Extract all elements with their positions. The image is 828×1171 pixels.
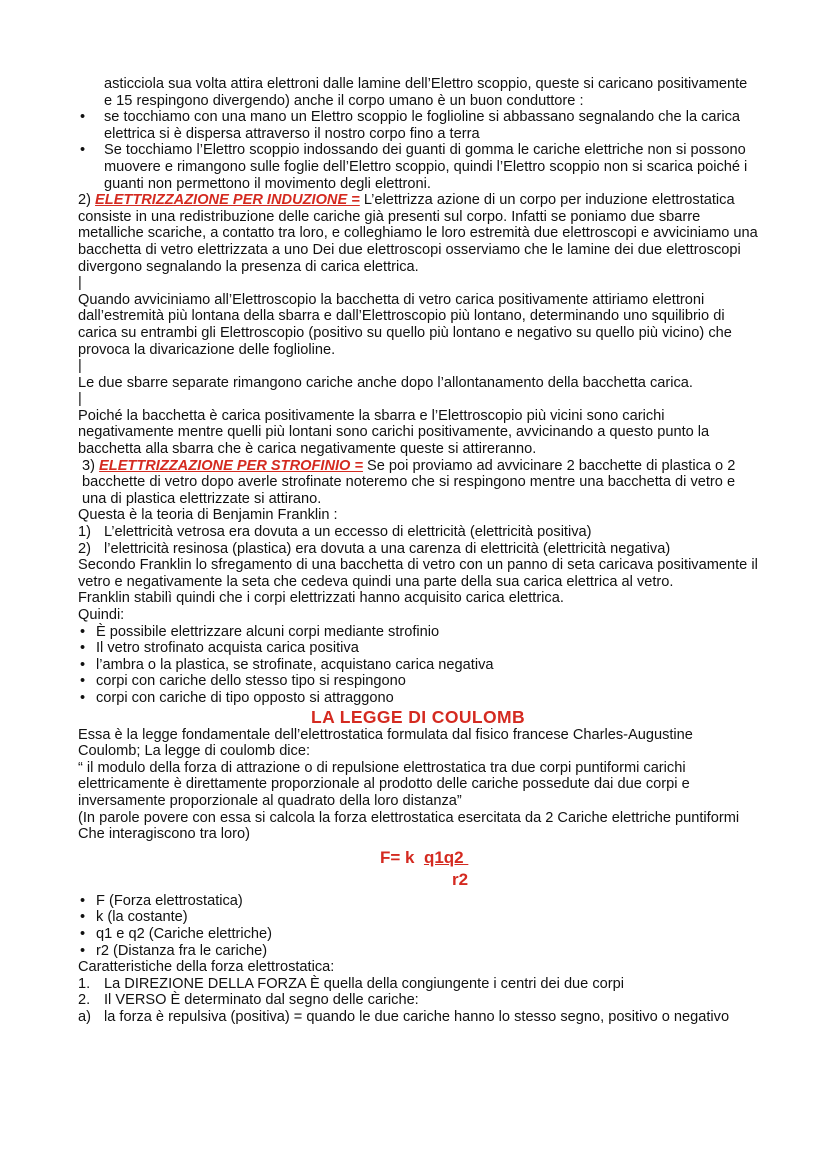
paragraph: Essa è la legge fondamentale dell’elettrostatica formulata dal fisico francese Charles-Augustine Coulomb; La legge di coulomb dice: bbox=[78, 726, 693, 760]
formula-left: F= k bbox=[380, 847, 424, 867]
bullet-marker: • bbox=[80, 109, 86, 126]
formula-numerator: q1q2 bbox=[423, 847, 469, 867]
list-item-text: L’elettricità vetrosa era dovuta a un eccesso di elettricità (elettricità positiva) bbox=[104, 524, 592, 541]
list-item bbox=[78, 142, 758, 192]
list-item-text: F (Forza elettrostatica) bbox=[96, 892, 243, 909]
paragraph: Quando avviciniamo all’Elettroscopio la bacchetta di vetro carica positivamente attiriamo elettroni dall’estremità più lontana della sbarra e dall’Elettroscopio più lontano, determinando uno squilibrio di carica su entrambi gli Elettroscopio (positivo su quello più lontano e negativo su quello più vicino) che provoca la divaricazione delle foglioline. bbox=[78, 291, 732, 358]
bullet-marker: • bbox=[80, 640, 86, 657]
list-item bbox=[78, 943, 758, 960]
section-induzione bbox=[78, 192, 758, 275]
section-heading-induzione: ELETTRIZZAZIONE PER INDUZIONE = bbox=[95, 192, 360, 209]
paragraph: Poiché la bacchetta è carica positivamente la sbarra e l’Elettroscopio più vicini sono carichi negativamente mentre quelli più lontani sono carichi positivamente, avvicinando a questo punto la bacchetta alla sbarra che è carica negativamente queste si attireranno. bbox=[78, 407, 710, 458]
law-quote: “ il modulo della forza di attrazione o di repulsione elettrostatica tra due corpi puntiformi carichi elettricamente è direttamente proporzionale al prodotto delle cariche possedute dai due corpi e inversamente proporzionale al quadrato della loro distanza” bbox=[78, 759, 690, 809]
list-item-text: Il VERSO È determinato dal segno delle cariche: bbox=[104, 992, 419, 1009]
section-number: 3) bbox=[82, 457, 95, 474]
list-item bbox=[78, 976, 758, 993]
list-item bbox=[78, 541, 758, 558]
document-page bbox=[78, 76, 758, 1025]
list-number: 2. bbox=[78, 992, 91, 1009]
formula-numerator-line bbox=[380, 847, 468, 869]
section-title-coulomb: LA LEGGE DI COULOMB bbox=[310, 706, 526, 727]
list-item bbox=[78, 657, 758, 674]
list-item bbox=[78, 992, 758, 1009]
paragraph-separator: | bbox=[78, 391, 82, 408]
list-item-text: se tocchiamo con una mano un Elettro scoppio le foglioline si abbassano segnalando che la carica elettrica si è dispersa attraverso il nostro corpo fino a terra bbox=[104, 109, 741, 142]
paragraph: Secondo Franklin lo sfregamento di una bacchetta di vetro con un panno di seta caricava positivamente il vetro e negativamente la seta che cedeva quindi una parte della sua carica elettrica al vetro. bbox=[78, 557, 758, 590]
section-number: 2) bbox=[78, 192, 91, 209]
list-item bbox=[78, 690, 758, 707]
list-item-text: r2 (Distanza fra le cariche) bbox=[96, 942, 268, 959]
list-item bbox=[78, 109, 758, 142]
paragraph: Caratteristiche della forza elettrostatica: bbox=[78, 959, 335, 976]
formula-denominator: r2 bbox=[452, 869, 469, 889]
bullet-marker: • bbox=[80, 689, 86, 706]
list-item-text: l’elettricità resinosa (plastica) era dovuta a una carenza di elettricità (elettricità negativa) bbox=[104, 540, 671, 557]
list-number: 2) bbox=[78, 540, 91, 557]
paragraph: Questa è la teoria di Benjamin Franklin : bbox=[78, 507, 338, 524]
intro-continuation: asticciola sua volta attira elettroni dalle lamine dell’Elettro scoppio, queste si caricano positivamente e 15 respingono divergendo) anche il corpo umano è un buon conduttore : bbox=[104, 76, 748, 109]
section-text: Se poi proviamo ad avvicinare 2 bacchette di plastica o 2 bacchette di vetro dopo averle strofinate noteremo che si respingono mentre una bacchetta di vetro e una di plastica elettrizzate si attirano. bbox=[82, 457, 736, 507]
list-item-text: l’ambra o la plastica, se strofinate, acquistano carica negativa bbox=[96, 656, 494, 673]
list-item-text: La DIREZIONE DELLA FORZA È quella della congiungente i centri dei due corpi bbox=[104, 975, 624, 992]
paragraph: (In parole povere con essa si calcola la forza elettrostatica esercitata da 2 Cariche elettriche puntiformi Che interagiscono tra loro) bbox=[78, 809, 740, 843]
bullet-marker: • bbox=[80, 656, 86, 673]
bullet-marker: • bbox=[80, 673, 86, 690]
list-item bbox=[78, 1009, 758, 1026]
bullet-marker: • bbox=[80, 892, 86, 909]
list-number: 1) bbox=[78, 524, 91, 541]
paragraph-separator: | bbox=[78, 358, 82, 375]
paragraph: Franklin stabilì quindi che i corpi elettrizzati hanno acquisito carica elettrica. bbox=[78, 590, 564, 607]
list-item bbox=[78, 640, 758, 657]
list-item-text: corpi con cariche di tipo opposto si attraggono bbox=[96, 689, 394, 706]
bullet-marker: • bbox=[80, 942, 86, 959]
bullet-marker: • bbox=[80, 925, 86, 942]
list-item-text: È possibile elettrizzare alcuni corpi mediante strofinio bbox=[96, 623, 440, 640]
list-item-text: k (la costante) bbox=[96, 909, 188, 926]
list-number: 1. bbox=[78, 975, 91, 992]
coulomb-formula bbox=[78, 847, 758, 893]
list-item bbox=[78, 909, 758, 926]
list-item-text: Il vetro strofinato acquista carica positiva bbox=[96, 640, 359, 657]
bullet-marker: • bbox=[80, 623, 86, 640]
paragraph: Quindi: bbox=[78, 607, 125, 623]
section-heading-strofinio: ELETTRIZZAZIONE PER STROFINIO = bbox=[99, 457, 363, 474]
section-strofinio bbox=[78, 458, 758, 508]
paragraph-separator: | bbox=[78, 275, 82, 292]
list-item-text: q1 e q2 (Cariche elettriche) bbox=[96, 925, 273, 942]
list-item-text: corpi con cariche dello stesso tipo si respingono bbox=[96, 673, 406, 690]
list-number: a) bbox=[78, 1008, 91, 1025]
bullet-marker: • bbox=[80, 909, 86, 926]
list-item bbox=[78, 673, 758, 690]
section-text: L’elettrizza azione di un corpo per induzione elettrostatica consiste in una redistribuzione delle cariche già presenti sul corpo. Infatti se poniamo due sbarre metalliche scariche, a contatto tra loro, e colleghiamo le loro estremità due elettroscopi e avviciniamo una bacchetta di vetro elettrizzata a uno Dei due elettroscopi osserviamo che le lamine dei due elettroscopi divergono segnalando la presenza di carica elettrica. bbox=[78, 192, 758, 275]
list-item bbox=[78, 524, 758, 541]
bullet-marker: • bbox=[80, 142, 86, 159]
list-item bbox=[78, 624, 758, 641]
paragraph: Le due sbarre separate rimangono cariche anche dopo l’allontanamento della bacchetta carica. bbox=[78, 374, 693, 391]
list-item-text: Se tocchiamo l’Elettro scoppio indossando dei guanti di gomma le cariche elettriche non si possono muovere e rimangono sulle foglie dell’Elettro scoppio, quindi l’Elettro scoppio non si scarica poiché i guanti non permettono il movimento degli elettroni. bbox=[104, 142, 748, 192]
list-item bbox=[78, 893, 758, 910]
list-item-text: la forza è repulsiva (positiva) = quando le due cariche hanno lo stesso segno, positivo o negativo bbox=[104, 1008, 730, 1025]
list-item bbox=[78, 926, 758, 943]
